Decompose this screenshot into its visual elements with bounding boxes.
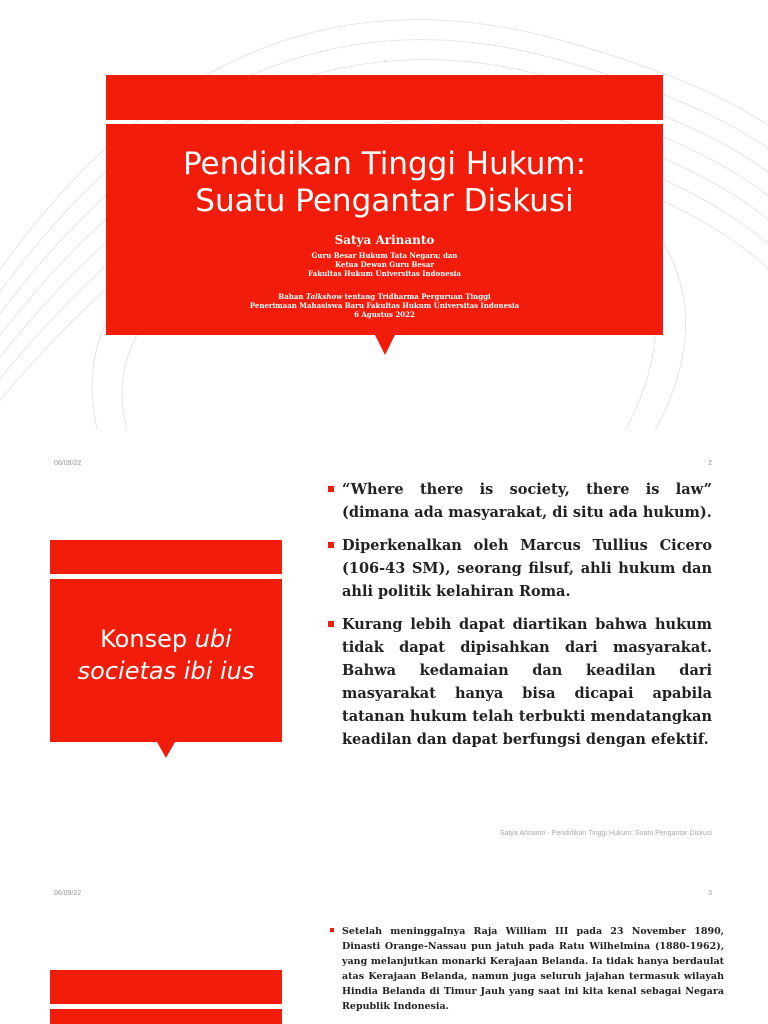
list-item: “Where there is society, there is law” (dimana ada masyarakat, di situ ada hukum). bbox=[328, 478, 712, 524]
title-box bbox=[106, 124, 663, 335]
event-date: 6 Agustus 2022 bbox=[354, 310, 415, 319]
author-name: Satya Arinanto bbox=[334, 233, 435, 247]
event-description: Bahan Talkshow tentang Tridharma Perguruan Tinggi Penerimaan Mahasiswa Baru Fakultas Hukum Universitas Indonesia 6 Agustus 2022 bbox=[106, 292, 663, 319]
page-number: 3 bbox=[708, 890, 712, 897]
bullet-square-icon bbox=[328, 542, 334, 548]
section-title-box bbox=[50, 1009, 282, 1024]
slide-date: 06/09/22 bbox=[54, 890, 82, 897]
presentation-title: Pendidikan Tinggi Hukum: Suatu Pengantar Diskusi bbox=[182, 146, 587, 219]
slide-gap bbox=[0, 860, 768, 868]
list-item: Diperkenalkan oleh Marcus Tullius Cicero (106-43 SM), seorang filsuf, ahli hukum dan ahli politik kelahiran Roma. bbox=[328, 534, 712, 603]
title-top-band bbox=[50, 540, 282, 574]
slide-3 bbox=[0, 868, 768, 1024]
section-title-box bbox=[50, 579, 282, 742]
list-item: Kurang lebih dapat diartikan bahwa hukum tidak dapat dipisahkan dari masyarakat. Bahwa kedamaian dan keadilan dari masyarakat hanya bisa dicapai apabila tatanan hukum telah terbukti mendatangkan keadilan dan dapat berfungsi dengan efektif. bbox=[328, 613, 712, 751]
title-pointer bbox=[375, 335, 395, 355]
bullet-square-icon bbox=[330, 928, 334, 932]
title-pointer bbox=[157, 742, 175, 758]
bullet-square-icon bbox=[328, 486, 334, 492]
slide-date: 06/09/22 bbox=[54, 460, 82, 467]
author-affiliation: Guru Besar Hukum Tata Negara; dan Ketua Dewan Guru Besar Fakultas Hukum Universitas Indonesia bbox=[308, 251, 461, 278]
slide-gap bbox=[0, 430, 768, 438]
slide-2 bbox=[0, 438, 768, 860]
title-top-band bbox=[50, 970, 282, 1004]
list-item: Setelah meninggalnya Raja William III pada 23 November 1890, Dinasti Orange-Nassau pun jatuh pada Ratu Wilhelmina (1880-1962), yang melanjutkan monarki Kerajaan Belanda. Ia tidak hanya berdaulat atas Kerajaan Belanda, namun juga seluruh jajahan termasuk wilayah Hindia Belanda di Timur Jauh yang saat ini kita kenal sebagai Negara Republik Indonesia. bbox=[330, 924, 724, 1014]
slide-1 bbox=[0, 0, 768, 430]
bullet-square-icon bbox=[328, 621, 334, 627]
bullet-list bbox=[328, 478, 712, 761]
slide-footer: Satya Arinanto - Pendidikan Tinggi Hukum: Suatu Pengantar Diskusi bbox=[499, 830, 712, 837]
page-number: 2 bbox=[708, 460, 712, 467]
title-top-band bbox=[106, 75, 663, 120]
section-title: Konsep ubi societas ibi ius bbox=[77, 625, 255, 685]
